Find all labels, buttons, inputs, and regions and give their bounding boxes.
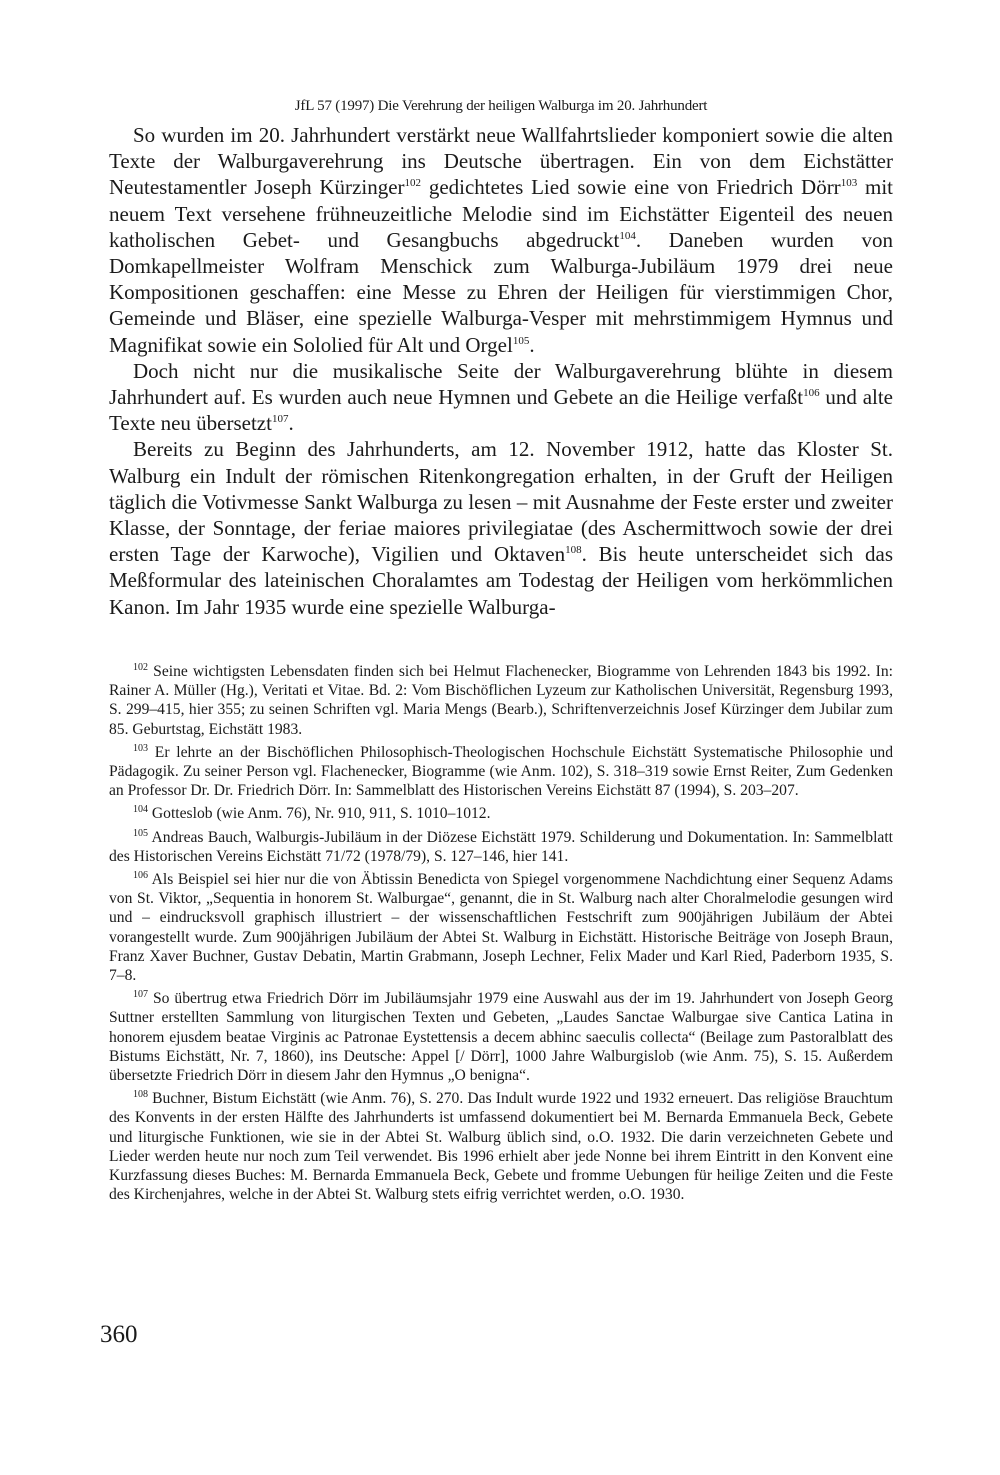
text-segment: Doch nicht nur die musikalische Seite der Walburgaverehrung blühte in diesem Jahrhundert auf. Es wurden auch neue Hymnen und Gebete an die Heilige verfaßt [109,358,893,410]
paragraph-2 [109,358,893,437]
footnote-text: Er lehrte an der Bischöflichen Philosophisch-Theologischen Hochschule Eichstätt Systematische Philosophie und Pädagogik. Zu seiner Person vgl. Flachenecker, Biogramme (wie Anm. 102), S. 318–319 sowie Ernst Reiter, Zum Gedenken an Professor Dr. Dr. Friedrich Dörr. In: Sammelblatt des Historischen Vereins Eichstätt 87 (1994), S. 203–207. [109,743,894,800]
text-segment: gedichtetes Lied sowie eine von Friedrich Dörr [421,175,841,200]
text-segment: Bereits zu Beginn des Jahrhunderts, am 12. November 1912, hatte das Kloster St. Walburg ein Indult der römischen Ritenkongregation erhalten, in der Gruft der Heiligen täglich die Votivmesse Sankt Walburga zu lesen – mit Ausnahme der Feste erster und zweiter Klasse, der Sonntage, der feriae maiores privilegiatae (des Aschermittwoch sowie der drei ersten Tage der Karwoche), Vigilien und Oktaven [109,437,893,567]
footnote-102 [109,662,893,739]
footnote-ref-107[interactable]: 107 [271,413,289,426]
footnote-104 [109,804,893,823]
footnote-number: 108 [133,1089,148,1101]
footnote-number: 105 [133,827,148,839]
text-segment: mit neuem Text versehene frühneuzeitliche Melodie sind im Eichstätter Eigenteil des neuen katholischen Gebet- und Gesangbuchs abgedruckt [109,175,893,252]
footnote-106 [109,870,893,985]
footnote-number: 104 [133,804,148,816]
footnote-text: Gotteslob (wie Anm. 76), Nr. 910, 911, S. 1010–1012. [151,805,491,823]
footnote-number: 107 [133,989,148,1001]
text-segment: . Bis heute unterscheidet sich das Meßformular des lateinischen Choralamtes am Todestag der Heiligen vom herkömmlichen Kanon. Im Jahr 1935 wurde eine spezielle Walburga- [109,542,894,619]
footnote-text: Seine wichtigsten Lebensdaten finden sich bei Helmut Flachenecker, Biogramme von Lehrenden 1843 bis 1992. In: Rainer A. Müller (Hg.), Veritati et Vitae. Bd. 2: Vom Bischöflichen Lyzeum zur Katholischen Universität, Regensburg 1993, S. 299–415, hier 355; zu seinen Schriften vgl. Maria Mengs (Bearb.), Schriftenverzeichnis Josef Kürzinger dem Jubilar zum 85. Geburtstag, Eichstätt 1983. [109,663,893,738]
body-text [109,122,893,620]
footnote-number: 103 [133,742,148,754]
footnotes [109,662,893,1208]
footnote-108 [109,1089,893,1204]
text-segment: . Daneben wurden von Domkapellmeister Wolfram Menschick zum Walburga-Jubiläum 1979 drei neue Kompositionen geschaffen: eine Messe zu Ehren der Heiligen für vierstimmigen Chor, Gemeinde und Bläser, eine spezielle Walburga-Vesper mit mehrstimmigem Hymnus und Magnifikat sowie ein Sololied für Alt und Orgel [109,227,893,357]
footnote-ref-104[interactable]: 104 [619,229,636,242]
paragraph-1 [109,122,893,358]
footnote-text: Andreas Bauch, Walburgis-Jubiläum in der Diözese Eichstätt 1979. Schilderung und Dokumentation. In: Sammelblatt des Historischen Vereins Eichstätt 71/72 (1978/79), S. 127–146, hier 141. [109,828,894,865]
text-segment: So wurden im 20. Jahrhundert verstärkt neue Wallfahrtslieder komponiert sowie die alten Texte der Walburgaverehrung ins Deutsche übertragen. Ein von dem Eichstätter Neutestamentler Joseph Kürzinger [109,123,893,200]
footnote-number: 106 [133,869,148,881]
footnote-105 [109,828,893,866]
page [109,96,893,620]
footnote-ref-106[interactable]: 106 [803,387,820,400]
text-segment: . [529,332,535,357]
footnote-ref-105[interactable]: 105 [512,334,530,347]
footnote-103 [109,743,893,801]
paragraph-3 [109,436,893,619]
text-segment: . [288,411,294,436]
footnote-ref-103[interactable]: 103 [840,177,858,190]
text-segment: und alte Texte neu übersetzt [109,385,894,436]
footnote-text: Buchner, Bistum Eichstätt (wie Anm. 76), S. 270. Das Indult wurde 1922 und 1932 erneuert. Das religiöse Brauchtum des Konvents in der ersten Hälfte des Jahrhunderts ist umfassend dokumentiert bei M. Bernarda Emmanuela Beck, Gebete und liturgische Funktionen, wie sie in der Abtei St. Walburg üblich sind, o.O. 1932. Die darin verzeichneten Gebete und Lieder werden heute nur noch zum Teil verwendet. Bis 1996 erhielt aber jede Nonne bei ihrem Eintritt in den Konvent eine Kurzfassung dieses Buches: M. Bernarda Emmanuela Beck, Gebete und fromme Uebungen für heilige Zeiten und die Feste des Kirchenjahres, welche in der Abtei St. Walburg stets eifrig verrichtet werden, o.O. 1930. [109,1090,893,1204]
footnote-number: 102 [133,661,148,673]
footnote-ref-108[interactable]: 108 [565,544,582,557]
footnote-text: Als Beispiel sei hier nur die von Äbtissin Benedicta von Spiegel vorgenommene Nachdichtung einer Sequenz Adams von St. Viktor, „Sequentia in honorem St. Walburgae“, genannt, die in St. Walburg nach alter Choralmelodie gesungen wird und – eindrucksvoll graphisch illustriert – der wissenschaftlichen Festschrift zum 900jährigen Jubiläum der Abtei vorangestellt wurde. Zum 900jährigen Jubiläum der Abtei St. Walburg in Eichstätt. Historische Beiträge von Joseph Braun, Franz Xaver Buchner, Gustav Debatin, Martin Grabmann, Joseph Lechner, Felix Mader und Karl Ried, Paderborn 1935, S. 7–8. [109,871,894,985]
footnote-text: So übertrug etwa Friedrich Dörr im Jubiläumsjahr 1979 eine Auswahl aus der im 19. Jahrhundert von Joseph Georg Suttner erstellten Sammlung von liturgischen Texten und Gebeten, „Laudes Sanctae Walburgae sive Cantica Latina in honorem ejusdem beatae Virginis ac Patronae Eystettensis a decem abhinc saeculis collecta“ (Beilage zum Pastoralblatt des Bistums Eichstätt, Nr. 7, 1860), ins Deutsche: Appel [/ Dörr], 1000 Jahre Walburgislob (wie Anm. 75), S. 15. Außerdem übersetzte Friedrich Dörr in diesem Jahr den Hymnus „O benigna“. [109,990,893,1085]
running-head: JfL 57 (1997) Die Verehrung der heiligen Walburga im 20. Jahrhundert [294,98,708,114]
footnote-ref-102[interactable]: 102 [404,177,422,190]
page-number: 360 [100,1321,138,1348]
footnote-107 [109,989,893,1085]
